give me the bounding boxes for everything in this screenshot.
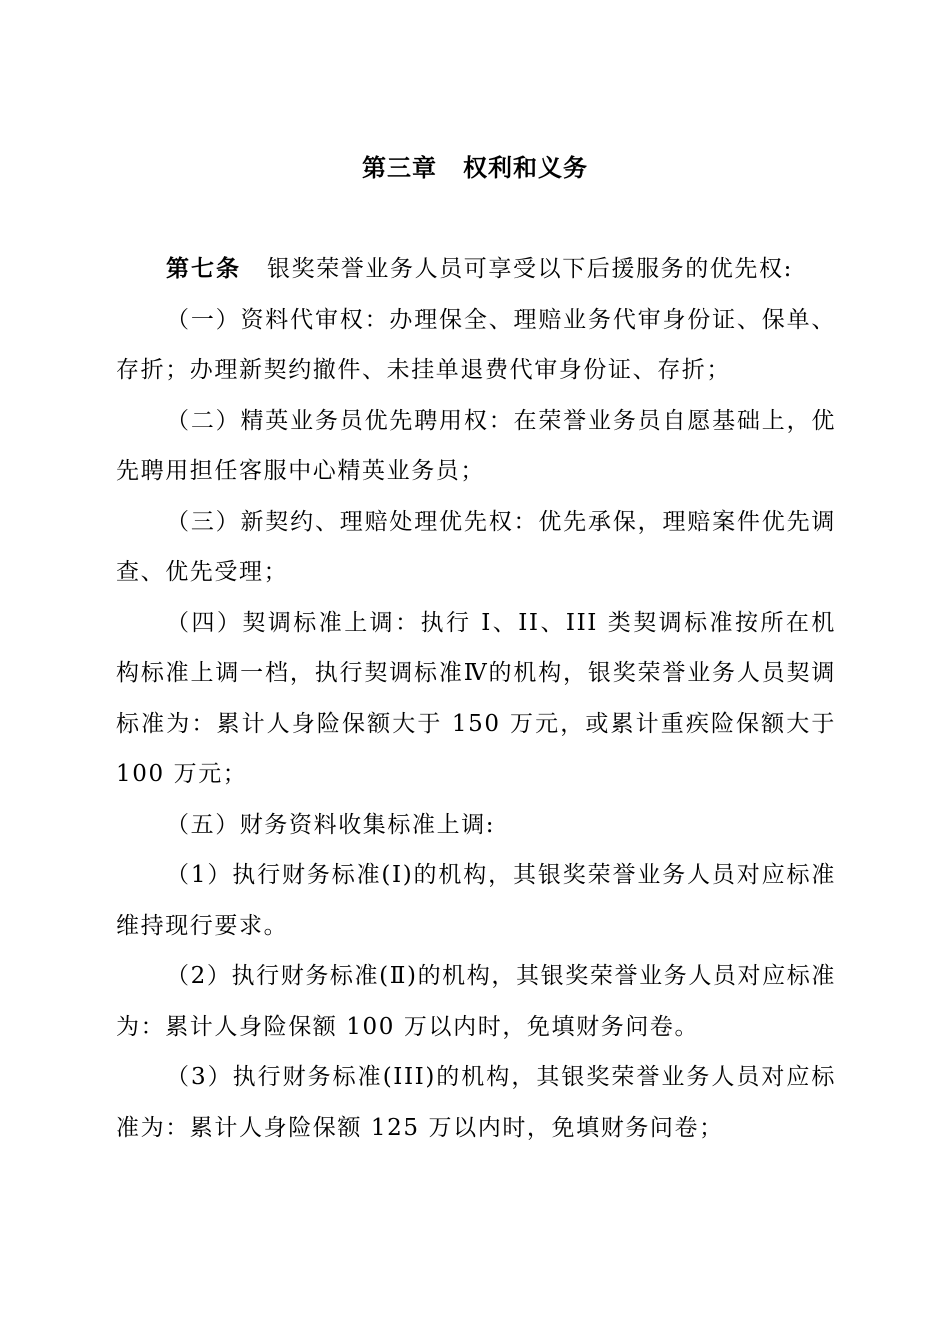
- article-body: [116, 244, 836, 1153]
- paragraph-item-2: （二）精英业务员优先聘用权：在荣誉业务员自愿基础上，优先聘用担任客服中心精英业务员；: [116, 407, 836, 484]
- chapter-label: 第三章: [362, 153, 437, 182]
- paragraph-item-4: （四）契调标准上调：执行 I、II、III 类契调标准按所在机构标准上调一档，执行契调标准Ⅳ的机构，银奖荣誉业务人员契调标准为：累计人身险保额大于 150 万元，或累计重疾险保额大于 100 万元；: [116, 609, 836, 787]
- article-label: 第七条: [166, 255, 241, 282]
- paragraph-item-5: （五）财务资料收集标准上调:: [166, 811, 496, 838]
- paragraph-sub-item-2: （2）执行财务标准(Ⅱ)的机构，其银奖荣誉业务人员对应标准为：累计人身险保额 100 万以内时，免填财务问卷。: [116, 963, 836, 1040]
- paragraph-item-1: （一）资料代审权：办理保全、理赔业务代审身份证、保单、存折；办理新契约撤件、未挂单退费代审身份证、存折；: [116, 306, 836, 383]
- paragraph-sub-item-1: （1）执行财务标准(I)的机构，其银奖荣誉业务人员对应标准维持现行要求。: [116, 862, 836, 939]
- chapter-heading: [0, 148, 950, 183]
- chapter-title-text: 权利和义务: [463, 153, 588, 182]
- paragraph-item-3: （三）新契约、理赔处理优先权：优先承保，理赔案件优先调查、优先受理；: [116, 508, 836, 585]
- article-intro-text: 银奖荣誉业务人员可享受以下后援服务的优先权:: [267, 256, 793, 282]
- article-intro: [116, 244, 836, 295]
- paragraph-sub-item-3: （3）执行财务标准(III)的机构，其银奖荣誉业务人员对应标准为：累计人身险保额 125 万以内时，免填财务问卷；: [116, 1064, 836, 1141]
